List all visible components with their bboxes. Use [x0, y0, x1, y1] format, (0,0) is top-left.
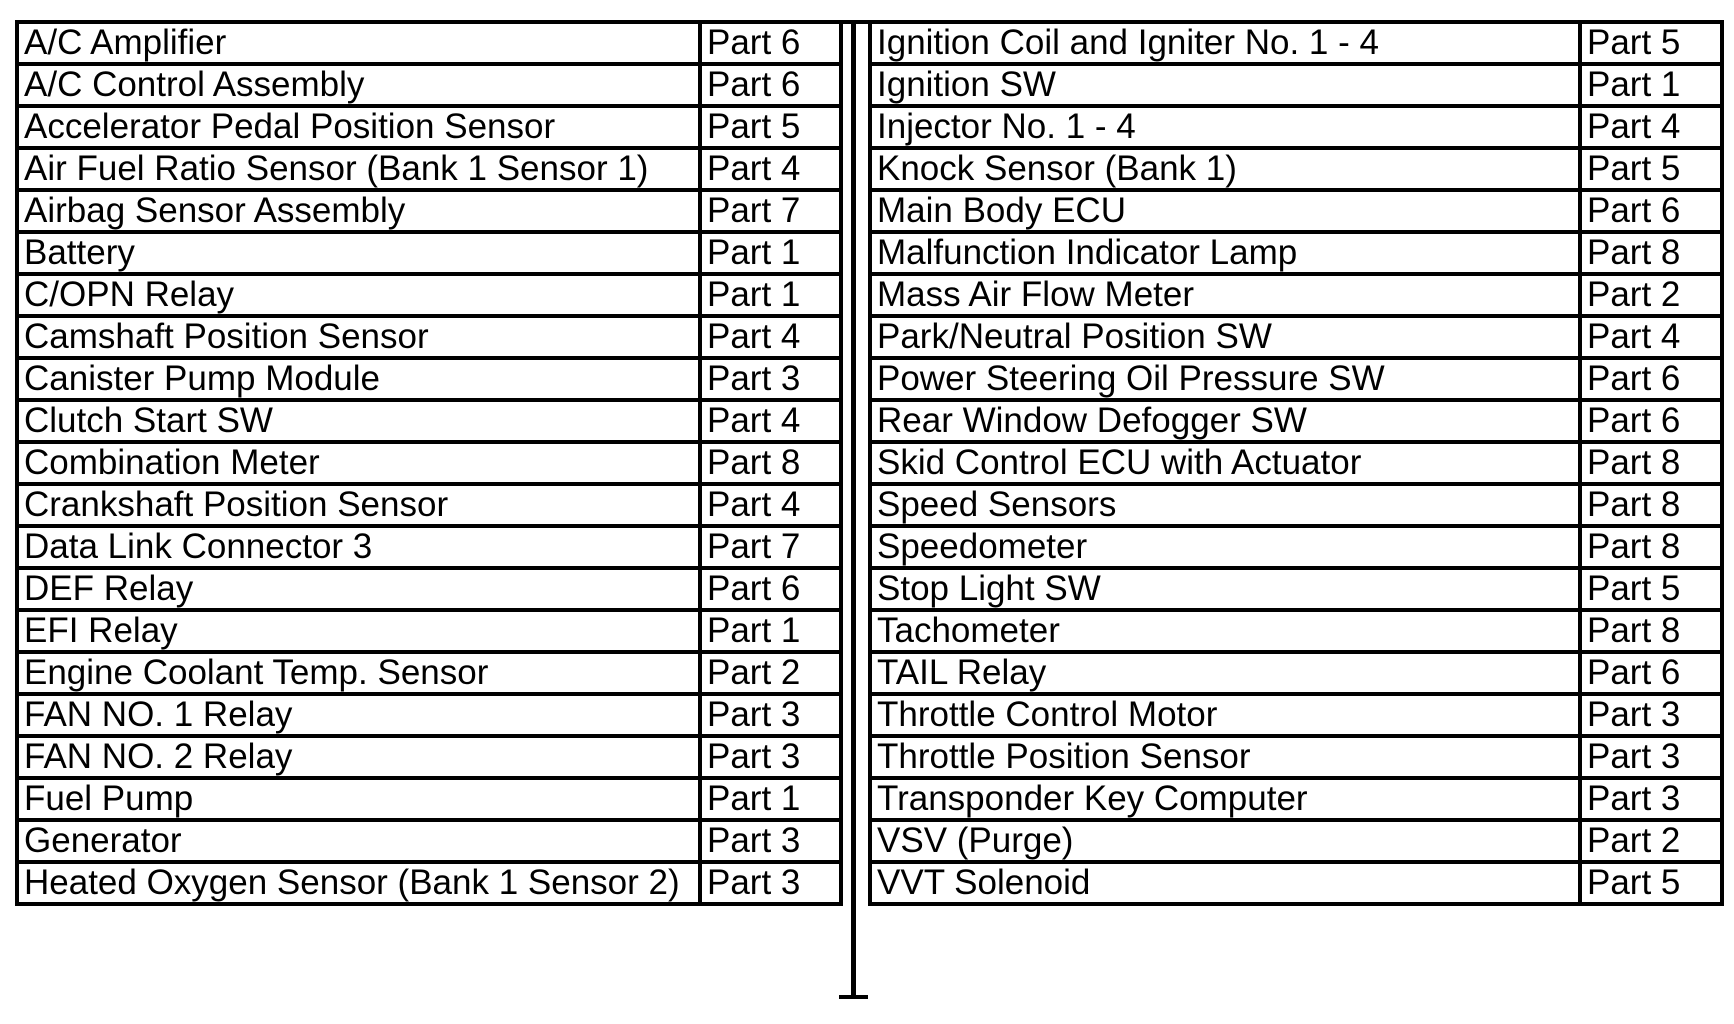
component-name-cell: Throttle Control Motor: [870, 694, 1580, 736]
table-row: [870, 652, 1722, 694]
table-row: [870, 316, 1722, 358]
part-number-cell: Part 5: [1580, 22, 1722, 64]
part-number-cell: Part 6: [1580, 358, 1722, 400]
table-row: [17, 652, 841, 694]
component-name-cell: A/C Control Assembly: [17, 64, 700, 106]
part-number-cell: Part 2: [1580, 274, 1722, 316]
table-row: [870, 778, 1722, 820]
table-row: [870, 484, 1722, 526]
part-number-cell: Part 4: [1580, 316, 1722, 358]
right-table-body: [870, 22, 1722, 904]
table-row: [870, 736, 1722, 778]
component-name-cell: VSV (Purge): [870, 820, 1580, 862]
part-number-cell: Part 7: [700, 190, 841, 232]
part-number-cell: Part 6: [700, 568, 841, 610]
component-name-cell: Stop Light SW: [870, 568, 1580, 610]
component-name-cell: EFI Relay: [17, 610, 700, 652]
part-number-cell: Part 7: [700, 526, 841, 568]
table-row: [870, 64, 1722, 106]
part-number-cell: Part 3: [700, 820, 841, 862]
part-number-cell: Part 8: [700, 442, 841, 484]
table-row: [17, 694, 841, 736]
part-number-cell: Part 8: [1580, 484, 1722, 526]
component-name-cell: Malfunction Indicator Lamp: [870, 232, 1580, 274]
table-row: [870, 568, 1722, 610]
part-number-cell: Part 1: [700, 778, 841, 820]
component-name-cell: Mass Air Flow Meter: [870, 274, 1580, 316]
part-number-cell: Part 1: [1580, 64, 1722, 106]
component-name-cell: Generator: [17, 820, 700, 862]
table-row: [870, 442, 1722, 484]
component-name-cell: Rear Window Defogger SW: [870, 400, 1580, 442]
component-index-sheet: [15, 20, 1720, 999]
table-row: [17, 820, 841, 862]
component-name-cell: Ignition SW: [870, 64, 1580, 106]
part-number-cell: Part 1: [700, 274, 841, 316]
part-number-cell: Part 3: [700, 358, 841, 400]
component-name-cell: Speedometer: [870, 526, 1580, 568]
component-name-cell: Data Link Connector 3: [17, 526, 700, 568]
table-row: [17, 64, 841, 106]
component-name-cell: DEF Relay: [17, 568, 700, 610]
part-number-cell: Part 6: [1580, 652, 1722, 694]
component-name-cell: Combination Meter: [17, 442, 700, 484]
component-name-cell: Crankshaft Position Sensor: [17, 484, 700, 526]
part-number-cell: Part 1: [700, 610, 841, 652]
component-name-cell: Canister Pump Module: [17, 358, 700, 400]
component-name-cell: Transponder Key Computer: [870, 778, 1580, 820]
component-name-cell: Camshaft Position Sensor: [17, 316, 700, 358]
part-number-cell: Part 5: [1580, 568, 1722, 610]
table-row: [870, 820, 1722, 862]
table-row: [17, 484, 841, 526]
component-name-cell: Air Fuel Ratio Sensor (Bank 1 Sensor 1): [17, 148, 700, 190]
component-name-cell: Fuel Pump: [17, 778, 700, 820]
table-row: [870, 862, 1722, 904]
table-row: [870, 274, 1722, 316]
part-number-cell: Part 5: [1580, 862, 1722, 904]
component-name-cell: VVT Solenoid: [870, 862, 1580, 904]
component-name-cell: Main Body ECU: [870, 190, 1580, 232]
table-row: [17, 316, 841, 358]
part-number-cell: Part 3: [700, 694, 841, 736]
table-row: [17, 442, 841, 484]
component-name-cell: Tachometer: [870, 610, 1580, 652]
right-component-table: [868, 20, 1724, 906]
component-name-cell: Throttle Position Sensor: [870, 736, 1580, 778]
component-name-cell: Speed Sensors: [870, 484, 1580, 526]
table-row: [870, 400, 1722, 442]
table-row: [870, 22, 1722, 64]
part-number-cell: Part 4: [700, 148, 841, 190]
table-row: [17, 148, 841, 190]
part-number-cell: Part 5: [700, 106, 841, 148]
part-number-cell: Part 5: [1580, 148, 1722, 190]
table-row: [17, 274, 841, 316]
table-row: [17, 22, 841, 64]
component-name-cell: Battery: [17, 232, 700, 274]
table-row: [17, 610, 841, 652]
part-number-cell: Part 6: [1580, 400, 1722, 442]
table-row: [17, 568, 841, 610]
left-table-body: [17, 22, 841, 904]
part-number-cell: Part 6: [1580, 190, 1722, 232]
component-name-cell: Accelerator Pedal Position Sensor: [17, 106, 700, 148]
component-name-cell: Skid Control ECU with Actuator: [870, 442, 1580, 484]
part-number-cell: Part 6: [700, 64, 841, 106]
part-number-cell: Part 4: [700, 484, 841, 526]
part-number-cell: Part 8: [1580, 442, 1722, 484]
part-number-cell: Part 6: [700, 22, 841, 64]
part-number-cell: Part 3: [1580, 694, 1722, 736]
component-name-cell: Knock Sensor (Bank 1): [870, 148, 1580, 190]
part-number-cell: Part 3: [1580, 736, 1722, 778]
table-row: [870, 526, 1722, 568]
part-number-cell: Part 1: [700, 232, 841, 274]
part-number-cell: Part 4: [700, 400, 841, 442]
table-row: [17, 526, 841, 568]
component-name-cell: Engine Coolant Temp. Sensor: [17, 652, 700, 694]
table-row: [870, 694, 1722, 736]
part-number-cell: Part 4: [1580, 106, 1722, 148]
table-row: [17, 400, 841, 442]
component-name-cell: Ignition Coil and Igniter No. 1 - 4: [870, 22, 1580, 64]
component-name-cell: TAIL Relay: [870, 652, 1580, 694]
table-row: [17, 736, 841, 778]
table-row: [17, 106, 841, 148]
table-row: [17, 862, 841, 904]
part-number-cell: Part 2: [700, 652, 841, 694]
part-number-cell: Part 8: [1580, 610, 1722, 652]
component-name-cell: A/C Amplifier: [17, 22, 700, 64]
part-number-cell: Part 8: [1580, 232, 1722, 274]
part-number-cell: Part 3: [1580, 778, 1722, 820]
part-number-cell: Part 2: [1580, 820, 1722, 862]
table-row: [870, 610, 1722, 652]
component-name-cell: Injector No. 1 - 4: [870, 106, 1580, 148]
component-name-cell: FAN NO. 2 Relay: [17, 736, 700, 778]
table-row: [17, 778, 841, 820]
table-row: [870, 358, 1722, 400]
component-name-cell: Heated Oxygen Sensor (Bank 1 Sensor 2): [17, 862, 700, 904]
left-component-table: [15, 20, 843, 906]
component-name-cell: Airbag Sensor Assembly: [17, 190, 700, 232]
part-number-cell: Part 4: [700, 316, 841, 358]
part-number-cell: Part 8: [1580, 526, 1722, 568]
table-row: [870, 106, 1722, 148]
part-number-cell: Part 3: [700, 862, 841, 904]
component-name-cell: FAN NO. 1 Relay: [17, 694, 700, 736]
table-row: [870, 232, 1722, 274]
table-row: [17, 232, 841, 274]
table-row: [17, 190, 841, 232]
component-name-cell: Clutch Start SW: [17, 400, 700, 442]
table-row: [17, 358, 841, 400]
column-divider: [839, 20, 868, 999]
table-row: [870, 148, 1722, 190]
component-name-cell: C/OPN Relay: [17, 274, 700, 316]
component-name-cell: Park/Neutral Position SW: [870, 316, 1580, 358]
part-number-cell: Part 3: [700, 736, 841, 778]
component-name-cell: Power Steering Oil Pressure SW: [870, 358, 1580, 400]
table-row: [870, 190, 1722, 232]
